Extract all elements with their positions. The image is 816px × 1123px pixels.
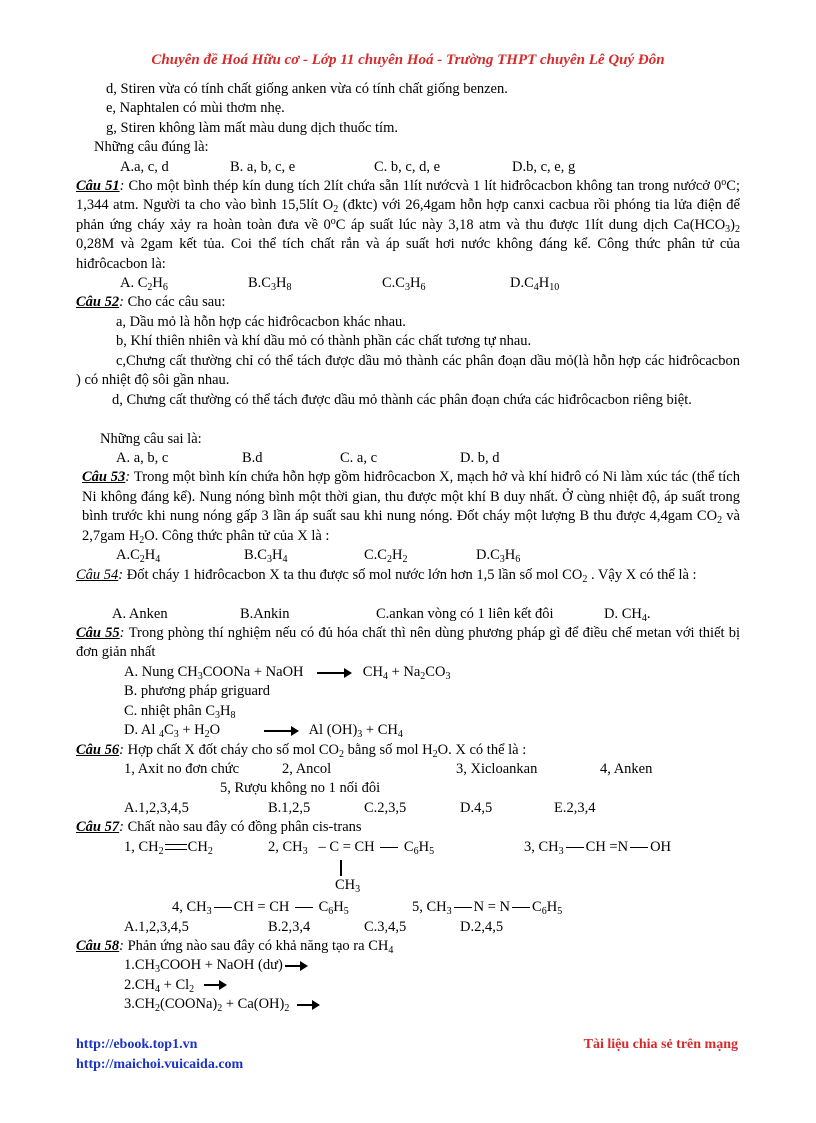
option-c: C. nhiệt phân $C_3H_8$ [124,702,236,721]
question-label: Câu 56 [76,741,120,758]
question-text: Trong một bình kín chứa hỗn hợp gồm hiđrôcacbon X, mạch hở và khí hiđrô có Ni làm xúc tác (thể tích Ni không đáng kể). Nung nóng bình một thời gian, thu được một khí B duy nhất. Ở cùng nhiệt độ, áp suất trong bình trước khi nung nóng gấp 3 lần áp suất sau khi nung nóng. Đốt cháy một lượng B thu được 4,4gam $CO_2$ và 2,7gam $H_2O$. Công thức phân tử của X là : [82,469,740,546]
option-a: A.1,2,3,4,5 [124,918,189,935]
option-a: A.1,2,3,4,5 [124,799,189,816]
option-d: D.4,5 [460,799,493,816]
products: $CH_4 + Na_2CO_3$ [362,664,451,683]
question-label: Câu 57 [76,819,120,836]
option-d: D.b, c, e, g [512,158,576,175]
formula-5: 5, $CH_3$ N = N $C_6H_5$ [412,898,563,917]
option-b: $B.C_3H_8$ [248,274,292,293]
question-text: Cho một bình thép kín dung tích 2lít chứa sẵn 1lít nướcvà 1 lít hiđrôcacbon không tan trong nướcở 0$^o$C; 1,344 atm. Người ta cho vào bình 15,5lít $O_2$ (đktc) với 26,4gam hỗn hợp canxi cacbua rồi phóng tia lửa điện để phản ứng cháy xảy ra hoàn toàn đưa về 0$^o$C áp suất lúc này 3,18 atm và thu được 1lít dung dịch $Ca(HCO_3)_2$ 0,28M và 2gam kết tủa. Coi thể tích chất rắn và áp suất hơi nước không đáng kể. Công thức phân tử của hiđrôcacbon là: [76,176,741,272]
reactants: D. Al $_4C_3 + H_2O$ [124,722,221,741]
option-d: D. b, d [460,449,500,466]
question-prompt: Những câu đúng là: [94,139,209,156]
statement-b: b, Khí thiên nhiên và khí dầu mỏ có thành phần các chất tương tự nhau. [116,333,532,350]
option-a: A. $C_2H_6$ [120,274,168,293]
footer-note: Tài liệu chia sẻ trên mạng [583,1037,738,1052]
question-text: Phản ứng nào sau đây có khả năng tạo ra $CH_4$ [127,937,394,956]
arrow-icon [264,730,294,732]
footer-link-ebook[interactable]: http://ebook.top1.vn [76,1037,198,1052]
candidate-3: 3, Xicloankan [456,761,538,778]
document-body [76,80,740,1015]
option-e: E.2,3,4 [554,799,596,816]
question-label: Câu 54 [76,566,119,583]
candidate-5: 5, Rượu không no 1 nối đôi [220,780,381,797]
option-d: $D.C_3H_6$ [476,547,521,566]
answer-options [76,158,740,177]
statement-d: d, Chưng cất thường có thể tách được dầu mỏ thành các phân đoạn chứa các hiđrôcacbon riêng biệt. [112,391,692,408]
option-c: C.ankan vòng có 1 liên kết đôi [376,605,554,622]
option-b: B.Ankin [240,605,290,622]
option-b: B. a, b, c, e [230,158,296,175]
answer-options [76,918,740,937]
candidate-4: 4, Anken [600,761,653,778]
question-prompt: Những câu sai là: [100,430,202,447]
reaction-2: $2.CH_4 + Cl_2$ [76,976,740,995]
option-b: B.1,2,5 [268,799,311,816]
option-d: D. $CH_4$. [604,605,651,624]
question-text: Đốt cháy 1 hiđrôcacbon X ta thu được số mol nước lớn hơn 1,5 lần số mol $CO_2$ . Vậy X có thể là : [126,566,697,585]
option-b: B.2,3,4 [268,918,311,935]
question-53: Câu 53: Trong một bình kín chứa hỗn hợp gồm hiđrôcacbon X, mạch hở và khí hiđrô có Ni làm xúc tác (thể tích Ni không đáng kể). Nung nóng bình một thời gian, thu được một khí B duy nhất. Ở cùng nhiệt độ, áp suất trong bình trước khi nung nóng gấp 3 lần áp suất sau khi nung nóng. Đốt cháy một lượng B thu được 4,4gam $CO_2$ và 2,7gam $H_2O$. Công thức phân tử của X là : [82,469,740,546]
question-54: Câu 54: Đốt cháy 1 hiđrôcacbon X ta thu được số mol nước lớn hơn 1,5 lần số mol $CO_2$ . Vậy X có thể là : [76,566,697,585]
arrow-icon [297,1004,315,1006]
question-label: Câu 51 [76,177,120,194]
option-b: B.d [242,449,263,466]
option-c: C. a, c [340,449,378,466]
reaction-1: $1.CH_3COOH$ + NaOH (dư) [76,956,740,975]
formula-3: 3, $CH_3$ CH =N OH [524,838,672,857]
arrow-icon [204,984,222,986]
reaction-3: $3.CH_2(COONa)_2 + Ca(OH)_2$ [76,995,740,1014]
candidate-2: 2, Ancol [282,761,332,778]
single-bond-icon [630,847,648,849]
question-56: Câu 56: Hợp chất X đốt cháy cho số mol $CO_2$ bằng số mol $H_2O$. X có thể là : [76,741,527,760]
single-bond-icon [566,847,584,849]
formula-block [76,896,740,918]
option-a [76,663,740,682]
single-bond-icon [380,847,398,849]
question-52: Câu 52: Cho các câu sau: [76,294,226,311]
candidate-1: 1, Axit no đơn chức [124,761,240,778]
statement-a: a, Dầu mỏ là hỗn hợp các hiđrôcacbon khác nhau. [116,313,406,330]
statement-g: g, Stiren không làm mất màu dung dịch thuốc tím. [106,119,398,136]
formula-1: 1, $CH_2$ $CH_2$ [124,838,213,857]
question-label: Câu 58 [76,937,120,954]
question-label: Câu 53 [82,469,126,486]
option-b: B. phương pháp griguard [124,683,271,700]
option-c: C.2,3,5 [364,799,407,816]
statement-d: d, Stiren vừa có tính chất giống anken vừa có tính chất giống benzen. [106,81,508,97]
option-c: C.3,4,5 [364,918,407,935]
candidate-list [76,760,740,779]
question-57: Câu 57: Chất nào sau đây có đồng phân cis-trans [76,819,362,836]
question-51: Câu 51: Cho một bình thép kín dung tích 2lít chứa sẵn 1lít nướcvà 1 lít hiđrôcacbon không tan trong nướcở 0$^o$C; 1,344 atm. Người ta cho vào bình 15,5lít $O_2$ (đktc) với 26,4gam hỗn hợp canxi cacbua rồi phóng tia lửa điện để phản ứng cháy xảy ra hoàn toàn đưa về 0$^o$C áp suất lúc này 3,18 atm và thu được 1lít dung dịch $Ca(HCO_3)_2$ 0,28M và 2gam kết tủa. Coi thể tích chất rắn và áp suất hơi nước không đáng kể. Công thức phân tử của hiđrôcacbon là: [76,176,741,272]
question-text: Hợp chất X đốt cháy cho số mol $CO_2$ bằng số mol $H_2O$. X có thể là : [127,741,527,760]
single-bond-icon [295,907,313,909]
formula-2: 2, $CH_3$ – C = CH $C_6H_5$ [268,838,435,857]
option-a: A.a, c, d [120,158,169,175]
option-d [76,721,740,740]
question-text: Chất nào sau đây có đồng phân cis-trans [127,819,362,836]
arrow-icon [317,672,347,674]
question-58: Câu 58: Phản ứng nào sau đây có khả năng tạo ra $CH_4$ [76,937,394,956]
answer-options [76,274,740,293]
option-c: C. b, c, d, e [374,158,441,175]
branch-bond-icon [340,860,342,876]
single-bond-icon [512,907,530,909]
question-label: Câu 55 [76,625,120,642]
question-label: Câu 52 [76,294,120,311]
reactants: A. Nung $CH_3COONa$ + NaOH [124,664,304,683]
option-a: $A.C_2H_4$ [116,547,161,566]
formula-block [76,838,740,896]
option-c: $C.C_2H_2$ [364,547,408,566]
statement-e: e, Naphtalen có mùi thơm nhẹ. [106,100,285,117]
single-bond-icon [454,907,472,909]
option-a: A. Anken [112,605,168,622]
option-a: A. a, b, c [116,449,169,466]
answer-options [76,799,740,818]
option-c: $C.C_3H_6$ [382,274,426,293]
double-bond-icon [165,844,187,850]
footer-links [76,1035,243,1075]
statement-c: c,Chưng cất thường chỉ có thể tách được dầu mỏ thành các phân đoạn dầu mỏ(là hỗn hợp các hiđrôcacbon ) có nhiệt độ sôi gần nhau. [76,352,740,388]
option-d: $D.C_4H_{10}$ [510,274,560,293]
option-b: $B.C_3H_4$ [244,547,288,566]
question-text: Trong phòng thí nghiệm nếu có đủ hóa chất thì nên dùng phương pháp gì để điều chế metan với thiết bị đơn giản nhất [76,625,740,661]
formula-4: 4, $CH_3$ CH = CH $C_6H_5$ [172,898,349,917]
single-bond-icon [214,907,232,909]
answer-options [76,546,740,565]
branch-group: $CH_3$ [335,876,361,895]
page-header: Chuyên đề Hoá Hữu cơ - Lớp 11 chuyên Hoá - Trường THPT chuyên Lê Quý Đôn [151,52,665,68]
option-d: D.2,4,5 [460,918,504,935]
answer-options [76,449,740,468]
products: Al $(OH)_3 + CH_4$ [308,722,403,741]
footer-link-maichoi[interactable]: http://maichoi.vuicaida.com [76,1057,244,1072]
answer-options [76,605,740,624]
question-text: Cho các câu sau: [127,294,226,311]
arrow-icon [285,965,303,967]
question-55: Câu 55: Trong phòng thí nghiệm nếu có đủ hóa chất thì nên dùng phương pháp gì để điều chế metan với thiết bị đơn giản nhất [76,625,740,661]
